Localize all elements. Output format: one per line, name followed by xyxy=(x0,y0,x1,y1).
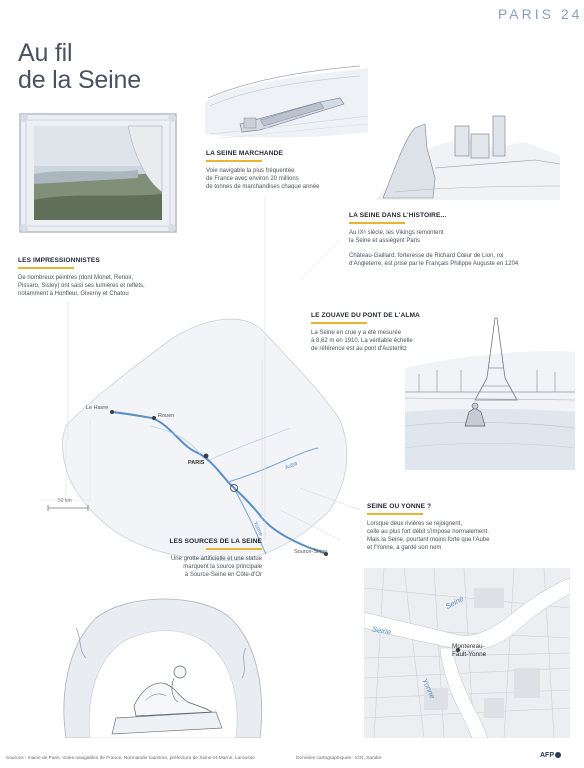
sources-accent-bar xyxy=(206,548,262,550)
city-label-seine-2: Seine xyxy=(371,624,392,637)
city-label-seine-1: Seine xyxy=(444,594,466,611)
sources-heading: LES SOURCES DE LA SEINE xyxy=(169,538,262,545)
afp-logo-dot-icon xyxy=(555,752,561,758)
histoire-line: d'Angleterre, est prise par le Français Philippe Auguste en 1204 xyxy=(349,261,519,267)
yonne-line: Mais la Seine, pourtant moins forte que l'Aube xyxy=(367,537,490,543)
sources-line: Une grotte artificielle et une statue xyxy=(170,556,262,562)
map-label-source-seine: Source-Seine xyxy=(294,549,328,555)
map-label-le-havre: Le Havre xyxy=(86,405,109,411)
map-label-rouen: Rouen xyxy=(158,413,175,419)
zouave-line: à 8,62 m en 1910. La véritable échelle xyxy=(311,338,413,344)
sources-text xyxy=(110,555,262,579)
impressionnistes-line: De nombreux peintres (dont Monet, Renoir, xyxy=(18,275,134,281)
zouave-heading: LE ZOUAVE DU PONT DE L'ALMA xyxy=(311,312,420,319)
page-title-line1: Au fil xyxy=(18,39,73,67)
zouave-line: de référence est au pont d'Austerlitz xyxy=(311,346,407,352)
histoire-line: la Seine et assiègent Paris xyxy=(349,238,421,244)
city-label-montereau-line: Montereau- xyxy=(452,643,485,650)
zouave-line: La Seine en crue y a été mesurée xyxy=(311,330,402,336)
paris24-logo: PARIS 24 xyxy=(498,6,583,22)
map-label-paris: PARIS xyxy=(188,460,205,466)
section-sources xyxy=(110,538,262,579)
city-label-montereau xyxy=(452,643,486,658)
sources-line: à Source-Seine en Côte-d'Or xyxy=(184,572,262,578)
city-label-montereau-line: Fault-Yonne xyxy=(452,650,487,658)
histoire-heading: LA SEINE DANS L'HISTOIRE... xyxy=(349,212,447,219)
marchande-line: Voie navigable la plus fréquentée xyxy=(206,168,295,174)
histoire-line: Château-Gaillard, forteresse de Richard Cœur de Lion, roi xyxy=(349,253,504,259)
yonne-accent-bar xyxy=(367,513,423,515)
yonne-line: celle au plus fort débit s'impose normalement. xyxy=(367,529,489,535)
marchande-heading: LA SEINE MARCHANDE xyxy=(206,150,284,157)
map-label-aube: Aube xyxy=(284,460,299,472)
city-label-yonne: Yonne xyxy=(420,676,438,701)
impressionnistes-line: Pissaro, Sisley) ont saisi ses lumières et reflets, xyxy=(18,283,145,289)
impressionnistes-line: notamment à Honfleur, Giverny et Chatou xyxy=(18,291,129,297)
page-title-line2: de la Seine xyxy=(18,66,141,94)
afp-logo xyxy=(540,752,561,759)
afp-logo-text: AFP xyxy=(540,752,554,759)
yonne-line: Lorsque deux rivières se rejoignent, xyxy=(367,521,463,527)
sources-line: marquent la source principale xyxy=(183,564,262,570)
map-label-yonne: Yonne xyxy=(251,520,264,538)
histoire-line: Au IXᵉ siècle, les Vikings remontent xyxy=(349,230,444,236)
section-yonne xyxy=(367,503,567,552)
yonne-text xyxy=(367,520,567,552)
impressionnistes-heading: LES IMPRESSIONNISTES xyxy=(18,257,100,264)
grotto-statue-illustration xyxy=(56,588,268,738)
marchande-line: de France avec environ 20 millions xyxy=(206,176,299,182)
yonne-heading: SEINE OU YONNE ? xyxy=(367,503,432,510)
map-label-scale: 50 km xyxy=(58,498,72,504)
footer-sources: Sources : mairie de Paris, Voies navigables de France, Normandie tourisme, préfecture de Seine-et-Marne, Larousse xyxy=(6,756,255,761)
footer-carto: Données cartographiques : IGN, Sandre xyxy=(296,756,382,761)
yonne-line: et l'Yonne, a gardé son nom xyxy=(367,545,442,551)
marchande-line: de tonnes de marchandises chaque année xyxy=(206,184,320,190)
